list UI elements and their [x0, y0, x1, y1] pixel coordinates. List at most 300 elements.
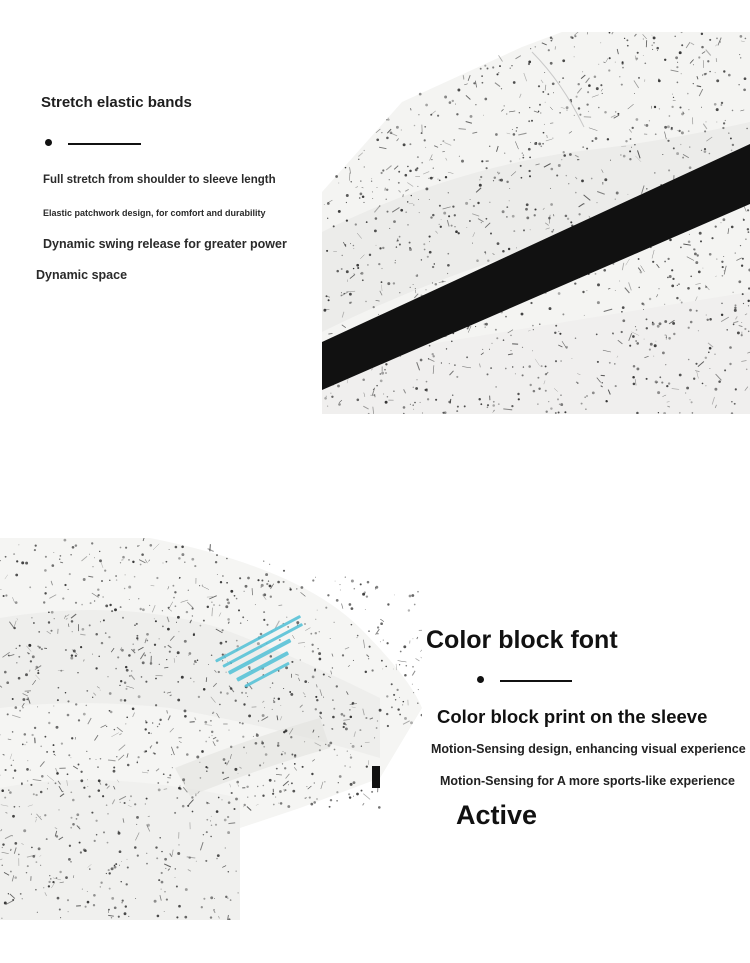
fabric-speckle [502, 250, 505, 253]
fabric-speckle [432, 353, 434, 355]
fabric-speckle [16, 648, 17, 649]
fabric-speckle [689, 234, 690, 235]
fabric-speckle [492, 66, 494, 68]
fabric-speckle [285, 666, 288, 669]
fabric-speckle [105, 783, 107, 785]
fabric-speckle [578, 107, 580, 109]
fabric-speckle [619, 76, 620, 77]
fabric-speckle [669, 275, 672, 278]
fabric-speckle [350, 754, 351, 755]
fabric-speckle [346, 219, 348, 221]
fabric-speckle [367, 581, 370, 584]
fabric-speckle [349, 302, 351, 304]
fabric-speckle [210, 720, 212, 722]
fabric-speckle [89, 554, 90, 555]
fabric-speckle [721, 261, 723, 263]
fabric-speckle [695, 363, 697, 365]
fabric-speckle [372, 198, 373, 199]
fabric-speckle [67, 700, 69, 702]
fabric-speckle [381, 268, 382, 269]
fabric-speckle [715, 72, 716, 73]
fabric-speckle [417, 274, 418, 275]
fabric-speckle [100, 758, 102, 760]
fabric-speckle [80, 771, 82, 773]
fabric-speckle [157, 782, 159, 784]
fabric-speckle [247, 696, 248, 697]
fabric-speckle [449, 101, 452, 104]
fabric-speckle [18, 854, 20, 856]
fabric-speckle [166, 561, 168, 563]
fabric-speckle [435, 283, 438, 286]
fabric-speckle [413, 387, 414, 388]
fabric-speckle [3, 595, 5, 597]
fabric-speckle [176, 797, 178, 799]
fabric-speckle [70, 861, 72, 863]
fabric-speckle [701, 46, 704, 49]
fabric-speckle [304, 680, 307, 683]
fabric-speckle [391, 706, 393, 708]
fabric-speckle [681, 73, 682, 74]
fabric-speckle [184, 562, 185, 563]
fabric-speckle [607, 138, 609, 140]
fabric-speckle [350, 756, 352, 758]
fabric-speckle [163, 563, 164, 564]
fabric-speckle [383, 393, 384, 394]
fabric-speckle [396, 126, 399, 129]
fabric-speckle [53, 705, 54, 706]
fabric-speckle [357, 399, 360, 402]
fabric-speckle [15, 601, 18, 604]
fabric-speckle [315, 577, 316, 578]
fabric-speckle [407, 166, 408, 167]
fabric-speckle [161, 881, 164, 884]
fabric-speckle [145, 681, 147, 683]
fabric-speckle [698, 287, 701, 290]
fabric-speckle [454, 226, 455, 227]
fabric-speckle [332, 716, 335, 719]
fabric-speckle [746, 128, 747, 129]
fabric-speckle [48, 885, 50, 887]
fabric-speckle [439, 224, 440, 225]
fabric-speckle [561, 159, 562, 160]
fabric-speckle [216, 740, 218, 742]
fabric-speckle [689, 147, 690, 148]
fabric-speckle [688, 109, 689, 110]
fabric-speckle [403, 406, 406, 409]
fabric-speckle [523, 229, 525, 231]
fabric-speckle [261, 742, 264, 745]
fabric-speckle [390, 131, 393, 134]
fabric-speckle [158, 788, 161, 791]
fabric-speckle [384, 369, 386, 371]
fabric-speckle [681, 131, 684, 134]
fabric-speckle [512, 215, 515, 218]
fabric-speckle [262, 714, 265, 717]
fabric-speckle [523, 366, 524, 367]
fabric-speckle [338, 782, 339, 783]
fabric-speckle [513, 81, 516, 84]
fabric-speckle [11, 849, 12, 851]
fabric-speckle [134, 846, 137, 849]
fabric-speckle [81, 604, 83, 606]
fabric-speckle [109, 872, 111, 874]
fabric-speckle [701, 150, 702, 151]
fabric-speckle [701, 107, 702, 108]
fabric-speckle [704, 150, 707, 153]
fabric-speckle [679, 374, 682, 377]
fabric-speckle [429, 345, 431, 347]
fabric-speckle [323, 724, 325, 726]
fabric-speckle [312, 579, 314, 581]
fabric-speckle [326, 396, 327, 397]
fabric-speckle [526, 216, 529, 219]
fabric-speckle [708, 352, 710, 354]
fabric-speckle [743, 88, 746, 91]
fabric-speckle [159, 723, 160, 724]
fabric-speckle [556, 174, 558, 176]
fabric-speckle [480, 68, 482, 70]
fabric-speckle [565, 215, 568, 218]
fabric-speckle [247, 797, 248, 798]
fabric-speckle [53, 751, 55, 753]
fabric-speckle [692, 412, 694, 414]
fabric-speckle [335, 581, 336, 582]
fabric-speckle [291, 782, 293, 784]
fabric-speckle [702, 75, 703, 76]
fabric-speckle [212, 735, 213, 736]
fabric-speckle [248, 714, 251, 717]
fabric-speckle [362, 195, 365, 198]
fabric-speckle [528, 170, 530, 172]
fabric-speckle [362, 379, 365, 382]
fabric-speckle [439, 179, 441, 181]
fabric-speckle [334, 622, 335, 623]
fabric-speckle [181, 546, 184, 549]
fabric-speckle [138, 598, 139, 599]
fabric-speckle [296, 621, 299, 624]
fabric-speckle [528, 120, 530, 122]
fabric-speckle [633, 365, 636, 368]
fabric-speckle [371, 395, 372, 396]
fabric-speckle [441, 362, 442, 363]
fabric-speckle [529, 157, 531, 159]
fabric-speckle [709, 253, 712, 256]
fabric-speckle [202, 585, 203, 586]
fabric-speckle [494, 177, 496, 179]
fabric-speckle [144, 654, 146, 656]
fabric-speckle [221, 799, 222, 800]
fabric-speckle [338, 182, 339, 183]
fabric-speckle [154, 618, 155, 619]
fabric-speckle [136, 816, 139, 819]
fabric-speckle [329, 742, 332, 745]
fabric-speckle [360, 180, 361, 181]
fabric-speckle [319, 631, 320, 632]
fabric-speckle [100, 882, 102, 884]
fabric-speckle [405, 211, 407, 213]
fabric-speckle [107, 842, 109, 844]
fabric-speckle [289, 691, 291, 693]
divider-line [500, 680, 572, 682]
fabric-speckle [539, 324, 540, 325]
fabric-speckle [566, 110, 567, 111]
fabric-speckle [333, 225, 335, 227]
fabric-speckle [656, 341, 657, 342]
fabric-speckle [279, 605, 283, 606]
fabric-speckle [455, 104, 456, 105]
fabric-speckle [315, 619, 316, 620]
fabric-speckle [695, 261, 698, 264]
fabric-speckle [702, 383, 704, 385]
fabric-speckle [294, 763, 296, 765]
fabric-speckle [410, 108, 411, 110]
fabric-speckle [728, 74, 731, 77]
fabric-speckle [154, 753, 156, 755]
fabric-speckle [365, 671, 367, 673]
fabric-speckle [349, 709, 350, 710]
fabric-speckle [353, 796, 354, 797]
fabric-speckle [731, 226, 734, 229]
fabric-speckle [268, 580, 269, 581]
fabric-speckle [263, 746, 265, 748]
fabric-speckle [709, 368, 710, 369]
fabric-speckle [31, 814, 32, 815]
fabric-speckle [175, 877, 176, 878]
fabric-speckle [414, 402, 416, 404]
fabric-speckle [327, 594, 329, 596]
fabric-speckle [78, 719, 80, 721]
fabric-speckle [528, 365, 531, 368]
fabric-speckle [326, 295, 328, 297]
fabric-speckle [331, 396, 333, 398]
fabric-speckle [412, 684, 413, 685]
fabric-speckle [620, 154, 621, 155]
fabric-speckle [265, 753, 268, 756]
fabric-speckle [222, 575, 224, 577]
fabric-speckle [270, 655, 273, 658]
fabric-speckle [121, 861, 122, 862]
fabric-speckle [386, 199, 387, 200]
fabric-speckle [479, 179, 480, 180]
fabric-speckle [158, 879, 160, 881]
fabric-speckle [40, 816, 41, 817]
fabric-speckle [59, 558, 60, 559]
fabric-speckle [487, 407, 489, 409]
fabric-speckle [412, 404, 414, 406]
fabric-speckle [545, 373, 547, 375]
fabric-speckle [399, 709, 400, 710]
fabric-speckle [75, 544, 77, 546]
fabric-speckle [126, 883, 128, 885]
fabric-speckle [582, 291, 584, 293]
fabric-speckle [444, 96, 447, 99]
fabric-speckle [77, 672, 78, 673]
fabric-speckle [336, 800, 338, 802]
fabric-speckle [443, 212, 446, 215]
fabric-speckle [553, 92, 554, 93]
fabric-speckle [705, 357, 707, 359]
fabric-speckle [571, 37, 573, 39]
fabric-speckle [41, 775, 44, 778]
fabric-speckle [36, 861, 38, 863]
fabric-speckle [167, 628, 170, 631]
fabric-speckle [8, 789, 10, 791]
fabric-speckle [210, 916, 212, 918]
fabric-speckle [476, 259, 479, 262]
fabric-speckle [651, 44, 653, 46]
fabric-speckle [530, 48, 531, 49]
fabric-speckle [243, 806, 244, 807]
fabric-speckle [427, 256, 429, 258]
fabric-speckle [356, 264, 359, 267]
fabric-speckle [182, 778, 185, 781]
fabric-speckle [424, 249, 426, 251]
fabric-speckle [575, 338, 576, 339]
fabric-speckle [538, 111, 539, 112]
fabric-speckle [40, 865, 41, 866]
fabric-speckle [693, 83, 694, 84]
fabric-speckle [716, 37, 718, 39]
fabric-speckle [540, 145, 542, 147]
fabric-speckle [16, 662, 18, 664]
fabric-speckle [273, 701, 275, 703]
fabric-speckle [330, 799, 332, 801]
fabric-speckle [353, 660, 354, 661]
fabric-speckle [463, 75, 464, 79]
fabric-speckle [459, 156, 460, 157]
fabric-speckle [120, 606, 122, 608]
fabric-speckle [629, 150, 631, 152]
fabric-speckle [420, 402, 421, 403]
fabric-speckle [418, 114, 419, 115]
fabric-speckle [408, 609, 410, 611]
fabric-speckle [326, 250, 328, 252]
fabric-speckle [454, 364, 456, 366]
fabric-speckle [413, 409, 414, 410]
fabric-speckle [121, 881, 122, 882]
fabric-speckle [146, 633, 149, 636]
fabric-speckle [119, 850, 122, 853]
fabric-speckle [76, 813, 79, 816]
fabric-speckle [266, 624, 268, 626]
fabric-speckle [379, 709, 382, 712]
fabric-speckle [553, 229, 554, 230]
fabric-speckle [85, 906, 87, 908]
section-divider-top [45, 136, 145, 150]
fabric-speckle [38, 631, 40, 633]
fabric-speckle [587, 91, 589, 93]
fabric-speckle [533, 390, 536, 393]
fabric-speckle [364, 591, 366, 593]
fabric-speckle [207, 767, 209, 769]
fabric-speckle [248, 666, 251, 669]
fabric-speckle [176, 746, 178, 748]
fabric-speckle [125, 905, 127, 907]
fabric-speckle [257, 579, 259, 581]
fabric-speckle [345, 577, 346, 578]
fabric-speckle [576, 381, 578, 383]
fabric-speckle [217, 574, 218, 575]
fabric-speckle [371, 791, 373, 793]
fabric-speckle [178, 631, 179, 632]
fabric-speckle [193, 664, 194, 665]
fabric-speckle [621, 84, 623, 86]
fabric-speckle [515, 374, 516, 375]
fabric-speckle [634, 144, 635, 145]
fabric-speckle [127, 859, 128, 860]
fabric-speckle [458, 232, 460, 234]
fabric-speckle [180, 786, 181, 787]
fabric-speckle [351, 181, 352, 182]
fabric-speckle [497, 172, 499, 174]
fabric-speckle [664, 304, 665, 305]
fabric-speckle [475, 326, 476, 327]
fabric-speckle [672, 322, 675, 325]
fabric-speckle [137, 855, 139, 857]
fabric-speckle [87, 779, 88, 780]
fabric-speckle [176, 885, 178, 887]
fabric-speckle [255, 604, 256, 605]
fabric-speckle [100, 886, 101, 887]
fabric-speckle [310, 633, 312, 635]
fabric-speckle [615, 385, 617, 387]
fabric-speckle [140, 608, 142, 610]
fabric-speckle [633, 383, 636, 386]
fabric-speckle [209, 737, 210, 738]
fabric-speckle [350, 716, 353, 719]
fabric-speckle [673, 147, 675, 149]
fabric-speckle [386, 137, 389, 140]
fabric-speckle [14, 842, 17, 845]
fabric-speckle [84, 849, 87, 852]
fabric-speckle [404, 674, 407, 677]
fabric-speckle [139, 545, 140, 546]
fabric-speckle [641, 302, 643, 304]
fabric-speckle [351, 607, 354, 610]
fabric-speckle [733, 324, 735, 326]
fabric-speckle [37, 912, 38, 913]
fabric-speckle [118, 831, 120, 833]
fabric-speckle [228, 801, 231, 804]
fabric-speckle [44, 736, 46, 738]
fabric-speckle [145, 803, 146, 804]
fabric-speckle [738, 84, 739, 85]
fabric-speckle [391, 683, 393, 685]
fabric-speckle [489, 202, 490, 203]
fabric-speckle [94, 600, 95, 601]
fabric-speckle [517, 393, 519, 395]
fabric-speckle [487, 68, 489, 70]
fabric-speckle [635, 326, 636, 327]
fabric-speckle [119, 865, 120, 866]
fabric-speckle [409, 143, 411, 145]
fabric-speckle [314, 669, 316, 671]
fabric-speckle [203, 898, 205, 900]
fabric-speckle [619, 280, 620, 281]
fabric-speckle [142, 661, 145, 664]
fabric-speckle [78, 764, 80, 766]
fabric-speckle [373, 306, 375, 308]
fabric-speckle [65, 876, 68, 879]
fabric-speckle [164, 667, 168, 668]
fabric-speckle [60, 562, 63, 563]
fabric-speckle [709, 39, 711, 41]
fabric-speckle [159, 719, 161, 721]
fabric-speckle [186, 611, 188, 613]
fabric-speckle [280, 802, 283, 805]
fabric-speckle [362, 279, 364, 281]
fabric-speckle [629, 345, 631, 347]
